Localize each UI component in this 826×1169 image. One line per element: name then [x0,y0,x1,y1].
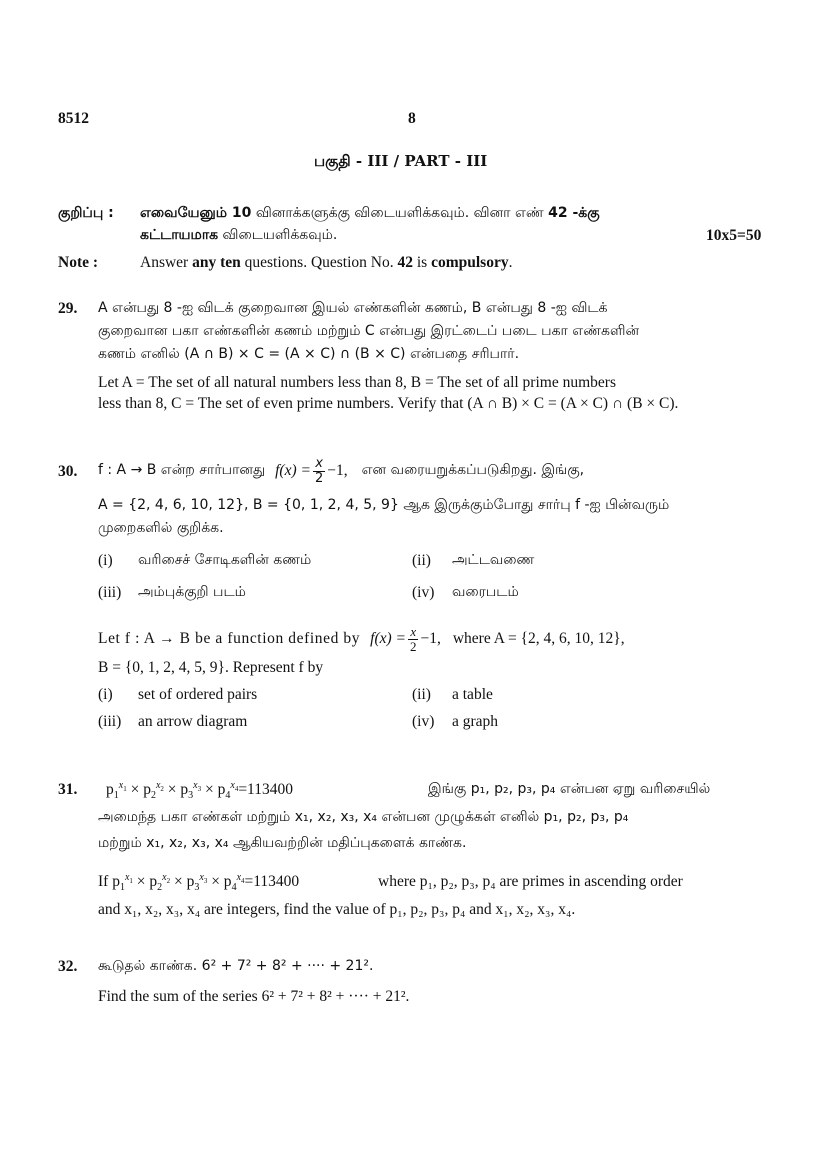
note-en-label: Note : [58,254,99,271]
q31-en-if: If [98,873,109,890]
note-en-pre: Answer [140,254,189,271]
q30-ta-post: என வரையறுக்கப்படுகிறது. இங்கு, [361,462,585,478]
note-en-text [140,254,512,272]
q32-ta: கூடுதல் காண்க. 6² + 7² + 8² + ···· + 21². [98,958,374,974]
q30-en-opt-num: (ii) [412,686,431,703]
q31-eq-value: =113400 [238,781,293,798]
note-ta-bold: எவையேனும் 10 [140,205,252,221]
q30-number: 30. [58,463,78,480]
q30-ta-line3: முறைகளில் குறிக்க. [98,520,224,536]
q30-en-line2: B = {0, 1, 2, 4, 5, 9}. Represent f by [98,659,324,676]
note-en-num: 42 [397,254,413,271]
q30-en-line1 [98,624,625,654]
note-en-compulsory: compulsory [431,254,509,271]
q30-en-opt-text: an arrow diagram [138,713,248,730]
q30-en-post: where A = {2, 4, 6, 10, 12}, [452,630,625,647]
q29-ta-line1: A என்பது 8 -ஐ விடக் குறைவான இயல் எண்களின் கணம், B என்பது 8 -ஐ விடக் [98,300,608,316]
q30-en-minus1: −1, [420,630,441,647]
q30-ta-opt-num: (ii) [412,552,431,569]
q31-equation: $p_1^{x_1} \times p_2^{x_2} \times p_3^{x_3} \times p_4^{x_4}=113400$ [106,779,293,802]
note-ta-qnum: 42 -க்கு [548,205,600,221]
q30-en-opt-num: (iii) [98,713,122,730]
q30-fx: f(x) = [275,462,311,479]
q30-en-pre: Let f : A → B be a function defined by [98,630,361,647]
q30-ta-line2: A = {2, 4, 6, 10, 12}, B = {0, 1, 2, 4, 5, 9} ஆக இருக்கும்போது சார்பு f -ஐ பின்வரும் [98,497,670,513]
q29-en-line2: less than 8, C = The set of even prime numbers. Verify that (A ∩ B) × C = (A × C) ∩ (B × C). [98,395,679,412]
q30-en-frac-den: 2 [409,638,417,654]
q31-en-eq-value: =113400 [244,873,300,890]
q30-en-opt-num: (iv) [412,713,435,730]
q31-ta-line2: அமைந்த பகா எண்கள் மற்றும் x₁, x₂, x₃, x₄ என்பன முழுக்கள் எனில் p₁, p₂, p₃, p₄ [98,809,629,825]
note-en-mid: questions. Question No. [244,254,394,271]
q30-ta-opt-text: வரைபடம் [452,584,519,600]
q30-frac-den: 2 [314,470,324,486]
q30-ta-opt-num: (iv) [412,584,435,601]
q29-ta-line3: கணம் எனில் (A ∩ B) × C = (A × C) ∩ (B × C) என்பதை சரிபார். [98,346,520,362]
q30-en-fraction [408,625,419,654]
q29-en-line1: Let A = The set of all natural numbers less than 8, B = The set of all prime numbers [98,374,616,391]
note-en-is: is [416,254,428,271]
note-ta-rest2: விடையளிக்கவும். [222,227,338,243]
q30-ta-opt-num: (iii) [98,584,122,601]
q31-en-line1: If $p_1^{x_1} \times p_2^{x_2} \times p_3^{x_3} \times p_4^{x_4}=113400$ [98,871,300,894]
q30-en-opt-text: set of ordered pairs [138,686,258,703]
q30-ta-line1 [98,456,584,486]
note-ta-bold2: கட்டாயமாக [140,227,219,243]
q30-en-opt-text: a graph [452,713,499,730]
section-title: பகுதி - III / PART - III [314,152,488,170]
q31-ta-line3: மற்றும் x₁, x₂, x₃, x₄ ஆகியவற்றின் மதிப்புகளைக் காண்க. [98,835,467,851]
q30-en-opt-num: (i) [98,686,113,703]
q30-ta-opt-num: (i) [98,552,113,569]
q30-fraction [313,457,325,486]
note-ta-line2 [140,227,337,245]
q29-number: 29. [58,300,78,317]
note-ta-rest: வினாக்களுக்கு விடையளிக்கவும். வினா எண் [255,205,544,221]
note-ta-line1 [140,205,766,223]
q29-ta-line2: குறைவான பகா எண்களின் கணம் மற்றும் C என்பது இரட்டைப் படை பகா எண்களின் [98,323,640,339]
paper-code: 8512 [58,110,89,127]
q31-ta-line1: இங்கு p₁, p₂, p₃, p₄ என்பன ஏறு வரிசையில் [428,781,711,797]
note-en-end: . [508,254,513,271]
q32-en: Find the sum of the series 6² + 7² + 8² + ···· + 21². [98,988,410,1005]
q30-en-frac-num: x [408,625,419,640]
marks-label: 10x5=50 [706,227,762,244]
q30-minus1: −1, [327,462,348,479]
q30-frac-num: x [313,457,325,472]
page-number: 8 [408,110,416,127]
q30-ta-opt-text: அட்டவணை [452,552,535,568]
q31-number: 31. [58,781,78,798]
q31-en-line1-post: where p₁, p₂, p₃, p₄ are primes in ascending order [378,873,683,890]
q30-ta-opt-text: வரிசைச் சோடிகளின் கணம் [138,552,312,568]
q30-en-opt-text: a table [452,686,493,703]
q30-ta-pre: f : A → B என்ற சார்பானது [98,462,266,478]
q32-number: 32. [58,958,78,975]
q31-en-line2: and x₁, x₂, x₃, x₄ are integers, find the value of p₁, p₂, p₃, p₄ and x₁, x₂, x₃, x₄. [98,901,576,918]
note-en-any-ten: any ten [192,254,241,271]
q30-ta-opt-text: அம்புக்குறி படம் [138,584,246,600]
note-ta-label: குறிப்பு : [58,205,114,221]
q30-en-fx: f(x) = [370,630,406,647]
